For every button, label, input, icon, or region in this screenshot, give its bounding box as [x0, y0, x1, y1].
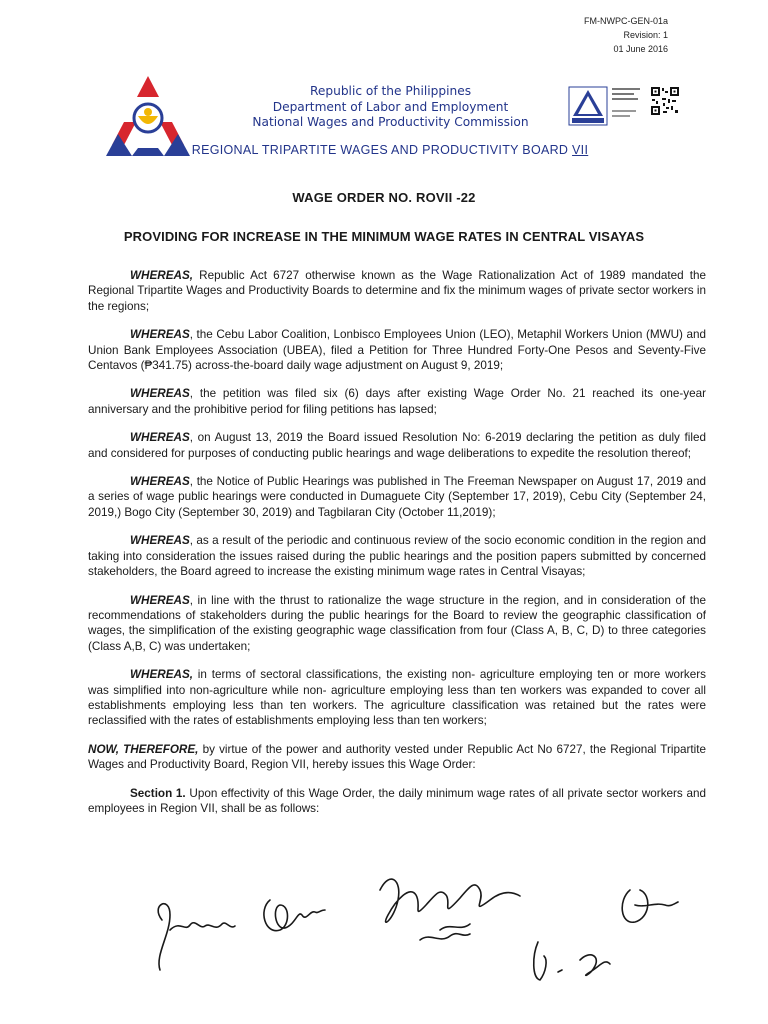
tuv-certification-icon	[568, 86, 608, 126]
qr-code-icon	[650, 86, 680, 116]
whereas-keyword: WHEREAS	[130, 475, 190, 489]
whereas-keyword: WHEREAS	[130, 328, 190, 342]
wage-order-subtitle: PROVIDING FOR INCREASE IN THE MINIMUM WAGE RATES IN CENTRAL VISAYAS	[123, 229, 645, 244]
paragraph-text: , the Cebu Labor Coalition, Lonbisco Employees Union (LEO), Metaphil Workers Union (MWU) and Union Bank Employees Association (UBEA), filed a Petition for Three Hundred Forty-One Pesos and Seventy-Five Centavos (₱341.75) across-the-board daily wage adjustment on August 9, 2019;	[88, 328, 706, 373]
board-region: VII	[572, 143, 589, 157]
whereas-keyword: WHEREAS	[130, 387, 190, 401]
department-line: Department of Labor and Employment	[272, 99, 509, 114]
whereas-paragraph-2	[88, 327, 706, 373]
paragraph-text: Upon effectivity of this Wage Order, the daily minimum wage rates of all private sector workers and employees in Region VII, shall be as follows:	[88, 786, 706, 815]
paragraph-text: , the Notice of Public Hearings was published in The Freeman Newspaper on August 17, 2019 and a series of wage public hearings were conducted in Dumaguete City (September 17, 2019), Cebu City (September 24, 2019,) Bogo City (September 30, 2019) and Tagbilaran City (October 11,2019);	[88, 475, 706, 519]
document-body	[88, 268, 706, 829]
whereas-keyword: WHEREAS	[130, 534, 190, 548]
form-date: 01 June 2016	[613, 44, 668, 54]
board-name: REGIONAL TRIPARTITE WAGES AND PRODUCTIVITY BOARD	[191, 143, 573, 157]
certification-text-icon	[612, 86, 648, 123]
section-label: Section 1.	[130, 786, 186, 800]
whereas-paragraph-4	[88, 430, 706, 461]
whereas-paragraph-7	[88, 593, 706, 655]
paragraph-text: Republic Act 6727 otherwise known as the Wage Rationalization Act of 1989 mandated the Regional Tripartite Wages and Productivity Boards to determine and fix the minimum wages of private sector workers in the regions;	[88, 269, 706, 313]
form-revision: Revision: 1	[623, 30, 668, 40]
whereas-keyword: WHEREAS,	[130, 668, 193, 682]
paragraph-text: in terms of sectoral classifications, the existing non- agriculture employing ten or more workers was simplified into non-agriculture while non- agriculture employing less than ten workers was expanded to cover all establishments employing less than ten workers. The agriculture classification was retained but the rates were reclassified with the rates of establishments employing less than ten workers;	[88, 668, 706, 728]
whereas-paragraph-3	[88, 386, 706, 417]
republic-line: Republic of the Philippines	[309, 84, 472, 98]
whereas-paragraph-8	[88, 667, 706, 729]
whereas-paragraph-1	[88, 268, 706, 314]
now-therefore-paragraph	[88, 742, 706, 773]
signatures-icon	[140, 860, 700, 1010]
paragraph-text: , as a result of the periodic and continuous review of the socio economic condition in the region and taking into consideration the issues raised during the public hearings and the position papers submitted by concerned stakeholders, the Board agreed to increase the existing minimum wage rates in Central Visayas;	[88, 534, 706, 579]
wage-order-title: WAGE ORDER NO. ROVII -22	[292, 190, 476, 205]
section-1-paragraph	[88, 786, 706, 817]
form-code-block	[584, 14, 668, 56]
whereas-paragraph-6	[88, 533, 706, 579]
whereas-keyword: WHEREAS,	[130, 269, 193, 282]
whereas-keyword: WHEREAS	[130, 431, 190, 445]
paragraph-text: by virtue of the power and authority vested under Republic Act No 6727, the Regional Tripartite Wages and Productivity Board, Region VII, hereby issues this Wage Order:	[88, 742, 706, 772]
whereas-paragraph-5	[88, 474, 706, 520]
paragraph-text: , in line with the thrust to rationalize the wage structure in the region, and in consideration of the recommendations of stakeholders during the public hearings for the Board to review the geographic classification of wages, the simplification of the existing geographic wage classification from four (Class A, B, C, D) to three categories (Class A,B, C) was undertaken;	[88, 593, 706, 653]
commission-line: National Wages and Productivity Commission	[252, 115, 529, 129]
agency-header	[248, 84, 533, 131]
whereas-keyword: WHEREAS	[130, 593, 190, 607]
now-therefore-keyword: NOW, THEREFORE,	[88, 742, 199, 756]
paragraph-text: , the petition was filed six (6) days after existing Wage Order No. 21 reached its one-year anniversary and the prohibitive period for filing petitions has lapsed;	[88, 387, 706, 416]
paragraph-text: , on August 13, 2019 the Board issued Resolution No: 6-2019 declaring the petition as duly filed and considered for purposes of conducting public hearings and wage deliberations to expedite the resolution thereof;	[88, 431, 706, 460]
regional-board-heading	[175, 143, 605, 157]
form-number: FM-NWPC-GEN-01a	[583, 16, 668, 26]
